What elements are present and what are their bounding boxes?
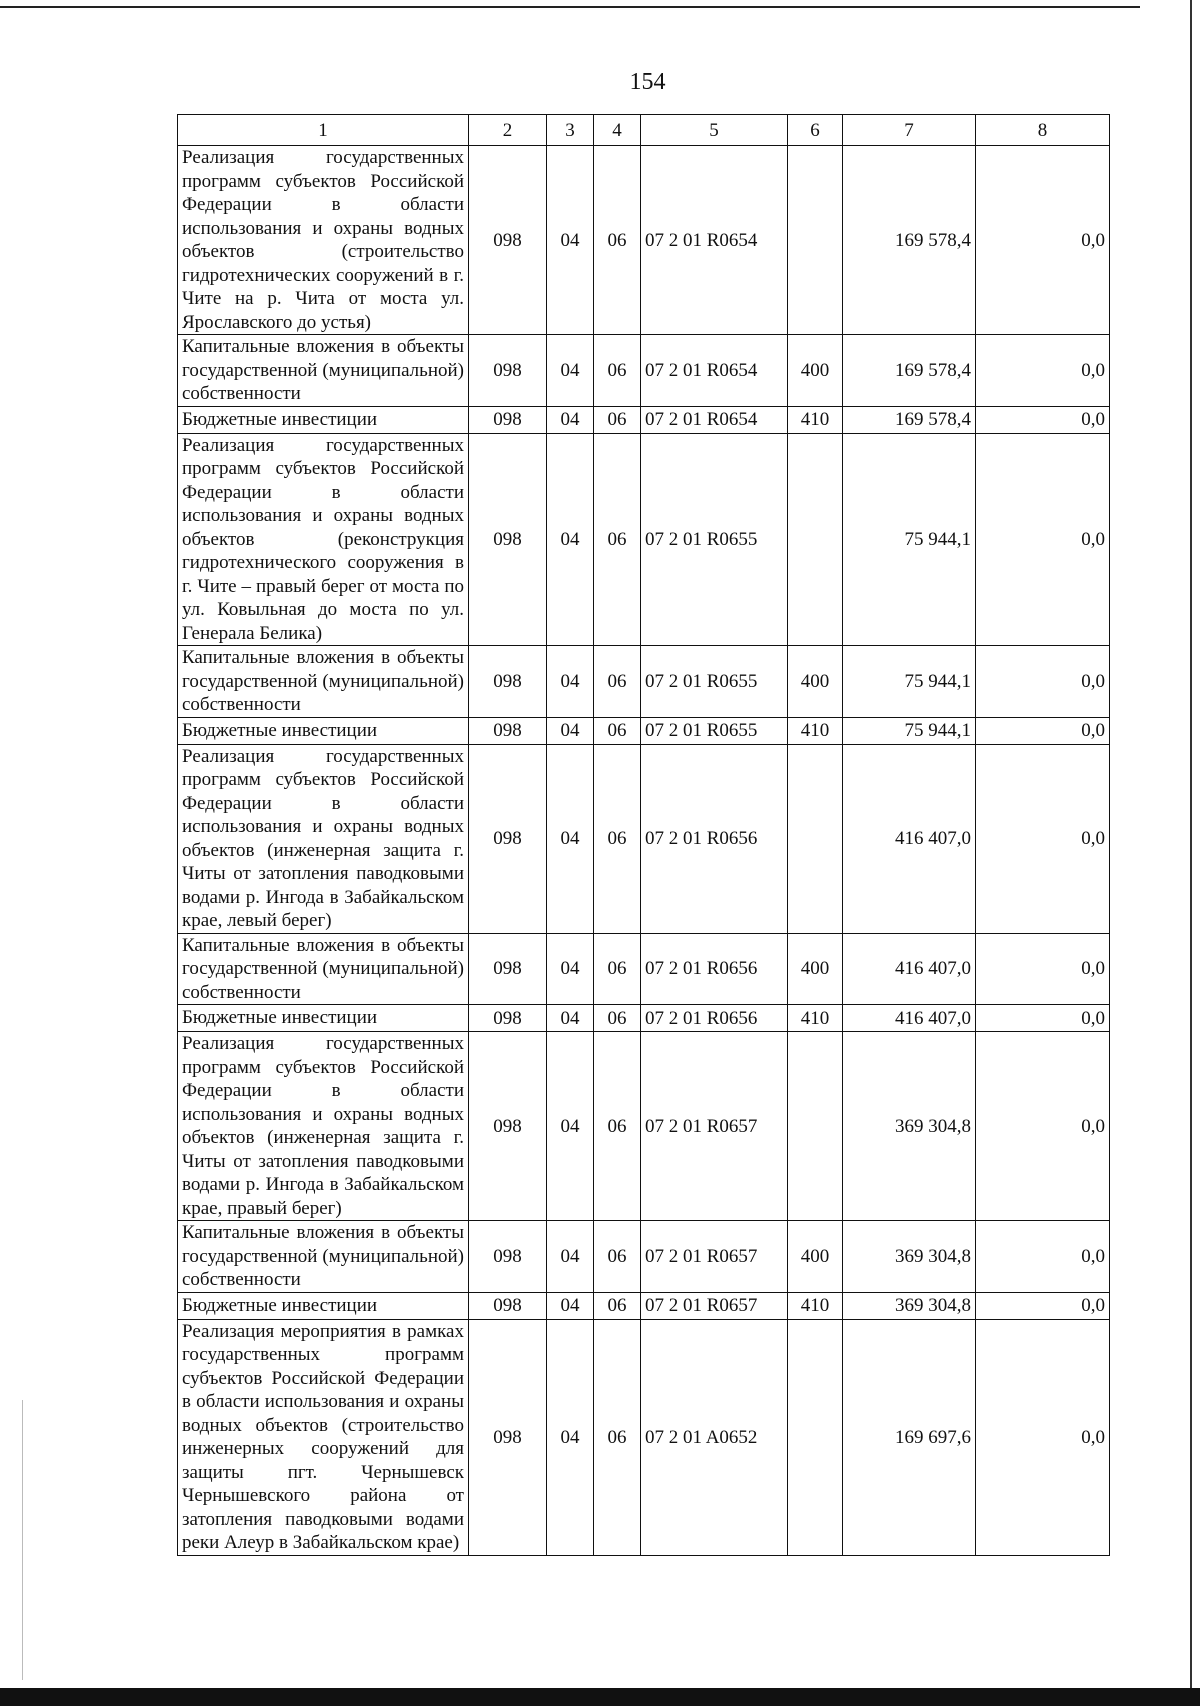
row-chapter-cell: 098 bbox=[469, 1319, 547, 1555]
row-amount-second-cell: 0,0 bbox=[976, 1221, 1110, 1293]
scan-left-mark bbox=[22, 1400, 23, 1680]
row-name-cell: Бюджетные инвестиции bbox=[178, 1292, 469, 1319]
table-row bbox=[178, 433, 1110, 646]
row-name-cell: Капитальные вложения в объекты государственной (муниципальной) собственности bbox=[178, 335, 469, 407]
row-section-cell: 04 bbox=[547, 1221, 594, 1293]
row-chapter-cell: 098 bbox=[469, 717, 547, 744]
row-subsection-cell: 06 bbox=[594, 933, 641, 1005]
row-subsection-cell: 06 bbox=[594, 717, 641, 744]
header-cell-3: 3 bbox=[547, 115, 594, 146]
row-target-article-cell: 07 2 01 R0657 bbox=[641, 1292, 788, 1319]
row-name-cell: Реализация государственных программ субъектов Российской Федерации в области использования и охраны водных объектов (инженерная защита г. Читы от затопления паводковыми водами р. Ингода в Забайкальском крае, правый берег) bbox=[178, 1032, 469, 1221]
header-cell-6: 6 bbox=[788, 115, 843, 146]
row-name-cell: Капитальные вложения в объекты государственной (муниципальной) собственности bbox=[178, 1221, 469, 1293]
table-row bbox=[178, 646, 1110, 718]
row-expense-type-cell bbox=[788, 1032, 843, 1221]
row-name-cell: Бюджетные инвестиции bbox=[178, 717, 469, 744]
row-subsection-cell: 06 bbox=[594, 646, 641, 718]
header-cell-7: 7 bbox=[843, 115, 976, 146]
row-amount-cell: 169 578,4 bbox=[843, 406, 976, 433]
row-subsection-cell: 06 bbox=[594, 1221, 641, 1293]
row-expense-type-cell bbox=[788, 1319, 843, 1555]
row-target-article-cell: 07 2 01 R0657 bbox=[641, 1032, 788, 1221]
row-chapter-cell: 098 bbox=[469, 146, 547, 335]
row-subsection-cell: 06 bbox=[594, 146, 641, 335]
row-expense-type-cell bbox=[788, 433, 843, 646]
row-subsection-cell: 06 bbox=[594, 1292, 641, 1319]
row-name-cell: Реализация государственных программ субъектов Российской Федерации в области использования и охраны водных объектов (реконструкция гидротехнического сооружения в г. Чите – правый берег от моста по ул. Ковыльная до моста по ул. Генерала Белика) bbox=[178, 433, 469, 646]
row-section-cell: 04 bbox=[547, 1319, 594, 1555]
row-amount-cell: 369 304,8 bbox=[843, 1292, 976, 1319]
row-amount-second-cell: 0,0 bbox=[976, 335, 1110, 407]
row-expense-type-cell: 410 bbox=[788, 406, 843, 433]
row-chapter-cell: 098 bbox=[469, 1005, 547, 1032]
row-chapter-cell: 098 bbox=[469, 335, 547, 407]
row-section-cell: 04 bbox=[547, 933, 594, 1005]
row-expense-type-cell: 410 bbox=[788, 1292, 843, 1319]
row-amount-second-cell: 0,0 bbox=[976, 1292, 1110, 1319]
row-amount-cell: 75 944,1 bbox=[843, 433, 976, 646]
header-cell-4: 4 bbox=[594, 115, 641, 146]
row-chapter-cell: 098 bbox=[469, 646, 547, 718]
row-expense-type-cell: 400 bbox=[788, 933, 843, 1005]
row-amount-cell: 416 407,0 bbox=[843, 1005, 976, 1032]
row-target-article-cell: 07 2 01 R0654 bbox=[641, 406, 788, 433]
row-amount-cell: 416 407,0 bbox=[843, 744, 976, 933]
row-name-cell: Бюджетные инвестиции bbox=[178, 1005, 469, 1032]
row-target-article-cell: 07 2 01 R0654 bbox=[641, 335, 788, 407]
row-name-cell: Реализация мероприятия в рамках государственных программ субъектов Российской Федерации в области использования и охраны водных объектов (строительство инженерных сооружений для защиты пгт. Чернышевск Чернышевского района от затопления паводковыми водами реки Алеур в Забайкальском крае) bbox=[178, 1319, 469, 1555]
row-amount-cell: 169 578,4 bbox=[843, 335, 976, 407]
row-amount-cell: 416 407,0 bbox=[843, 933, 976, 1005]
row-target-article-cell: 07 2 01 R0655 bbox=[641, 646, 788, 718]
row-target-article-cell: 07 2 01 R0655 bbox=[641, 717, 788, 744]
row-name-cell: Капитальные вложения в объекты государственной (муниципальной) собственности bbox=[178, 933, 469, 1005]
row-subsection-cell: 06 bbox=[594, 335, 641, 407]
budget-table bbox=[177, 114, 1110, 1556]
row-subsection-cell: 06 bbox=[594, 406, 641, 433]
row-amount-second-cell: 0,0 bbox=[976, 406, 1110, 433]
page-number: 154 bbox=[629, 69, 666, 95]
row-section-cell: 04 bbox=[547, 406, 594, 433]
row-section-cell: 04 bbox=[547, 1005, 594, 1032]
row-amount-second-cell: 0,0 bbox=[976, 1319, 1110, 1555]
table-row bbox=[178, 1032, 1110, 1221]
scan-bottom-edge bbox=[0, 1688, 1200, 1706]
header-cell-8: 8 bbox=[976, 115, 1110, 146]
row-section-cell: 04 bbox=[547, 646, 594, 718]
row-subsection-cell: 06 bbox=[594, 1319, 641, 1555]
row-amount-second-cell: 0,0 bbox=[976, 1032, 1110, 1221]
row-target-article-cell: 07 2 01 R0656 bbox=[641, 933, 788, 1005]
row-target-article-cell: 07 2 01 R0656 bbox=[641, 1005, 788, 1032]
table-row bbox=[178, 1292, 1110, 1319]
row-amount-cell: 169 578,4 bbox=[843, 146, 976, 335]
table-row bbox=[178, 335, 1110, 407]
row-section-cell: 04 bbox=[547, 146, 594, 335]
row-expense-type-cell bbox=[788, 146, 843, 335]
row-name-cell: Реализация государственных программ субъектов Российской Федерации в области использования и охраны водных объектов (строительство гидротехнических сооружений в г. Чите на р. Чита от моста ул. Ярославского до устья) bbox=[178, 146, 469, 335]
row-amount-cell: 75 944,1 bbox=[843, 717, 976, 744]
table-row bbox=[178, 1221, 1110, 1293]
row-expense-type-cell: 410 bbox=[788, 717, 843, 744]
row-amount-cell: 169 697,6 bbox=[843, 1319, 976, 1555]
table-row bbox=[178, 1319, 1110, 1555]
row-section-cell: 04 bbox=[547, 1032, 594, 1221]
header-cell-2: 2 bbox=[469, 115, 547, 146]
row-amount-cell: 369 304,8 bbox=[843, 1221, 976, 1293]
row-name-cell: Реализация государственных программ субъектов Российской Федерации в области использования и охраны водных объектов (инженерная защита г. Читы от затопления паводковыми водами р. Ингода в Забайкальском крае, левый берег) bbox=[178, 744, 469, 933]
row-amount-cell: 369 304,8 bbox=[843, 1032, 976, 1221]
row-section-cell: 04 bbox=[547, 717, 594, 744]
table-row bbox=[178, 933, 1110, 1005]
row-expense-type-cell: 400 bbox=[788, 335, 843, 407]
row-chapter-cell: 098 bbox=[469, 933, 547, 1005]
row-expense-type-cell: 410 bbox=[788, 1005, 843, 1032]
row-name-cell: Капитальные вложения в объекты государственной (муниципальной) собственности bbox=[178, 646, 469, 718]
table-row bbox=[178, 406, 1110, 433]
row-amount-second-cell: 0,0 bbox=[976, 744, 1110, 933]
row-target-article-cell: 07 2 01 R0654 bbox=[641, 146, 788, 335]
row-section-cell: 04 bbox=[547, 433, 594, 646]
row-amount-second-cell: 0,0 bbox=[976, 433, 1110, 646]
row-section-cell: 04 bbox=[547, 335, 594, 407]
scan-top-edge bbox=[0, 6, 1140, 8]
row-target-article-cell: 07 2 01 R0656 bbox=[641, 744, 788, 933]
table-row bbox=[178, 744, 1110, 933]
row-amount-second-cell: 0,0 bbox=[976, 646, 1110, 718]
row-amount-cell: 75 944,1 bbox=[843, 646, 976, 718]
row-target-article-cell: 07 2 01 R0657 bbox=[641, 1221, 788, 1293]
row-chapter-cell: 098 bbox=[469, 1221, 547, 1293]
row-subsection-cell: 06 bbox=[594, 433, 641, 646]
row-name-cell: Бюджетные инвестиции bbox=[178, 406, 469, 433]
table-header-row bbox=[178, 115, 1110, 146]
scan-right-edge bbox=[1190, 0, 1192, 1706]
row-chapter-cell: 098 bbox=[469, 1292, 547, 1319]
row-amount-second-cell: 0,0 bbox=[976, 717, 1110, 744]
header-cell-1: 1 bbox=[178, 115, 469, 146]
table-row bbox=[178, 1005, 1110, 1032]
row-subsection-cell: 06 bbox=[594, 744, 641, 933]
row-chapter-cell: 098 bbox=[469, 1032, 547, 1221]
table-row bbox=[178, 717, 1110, 744]
row-target-article-cell: 07 2 01 A0652 bbox=[641, 1319, 788, 1555]
row-expense-type-cell: 400 bbox=[788, 1221, 843, 1293]
row-section-cell: 04 bbox=[547, 1292, 594, 1319]
row-target-article-cell: 07 2 01 R0655 bbox=[641, 433, 788, 646]
row-section-cell: 04 bbox=[547, 744, 594, 933]
row-chapter-cell: 098 bbox=[469, 433, 547, 646]
row-chapter-cell: 098 bbox=[469, 744, 547, 933]
row-amount-second-cell: 0,0 bbox=[976, 146, 1110, 335]
row-expense-type-cell bbox=[788, 744, 843, 933]
row-expense-type-cell: 400 bbox=[788, 646, 843, 718]
row-amount-second-cell: 0,0 bbox=[976, 1005, 1110, 1032]
header-cell-5: 5 bbox=[641, 115, 788, 146]
table-row bbox=[178, 146, 1110, 335]
row-chapter-cell: 098 bbox=[469, 406, 547, 433]
row-subsection-cell: 06 bbox=[594, 1005, 641, 1032]
row-subsection-cell: 06 bbox=[594, 1032, 641, 1221]
row-amount-second-cell: 0,0 bbox=[976, 933, 1110, 1005]
